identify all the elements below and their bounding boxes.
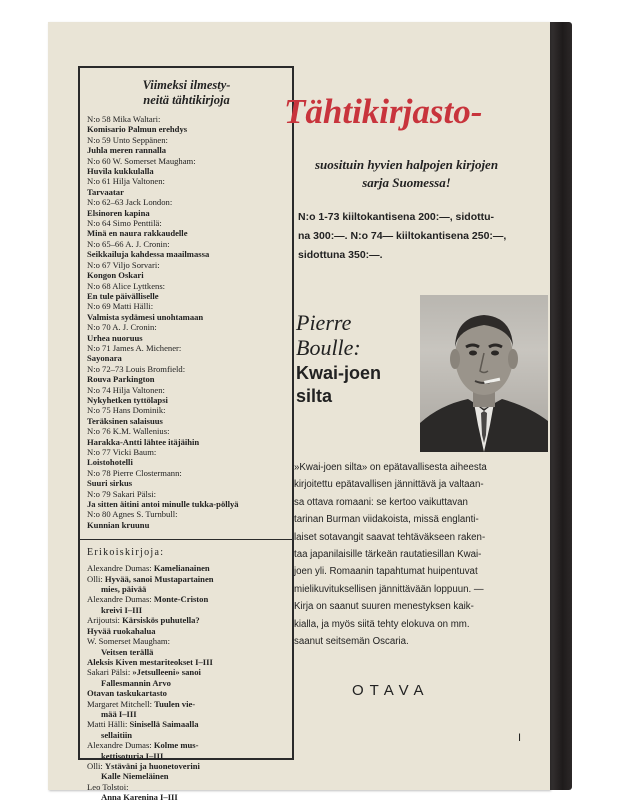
special-book-title: Hyvää ruokahalua bbox=[87, 625, 156, 636]
special-book bbox=[87, 740, 286, 761]
special-books-list bbox=[87, 563, 286, 802]
special-book-author: W. Somerset Maugham: bbox=[87, 636, 170, 647]
book-entry-title: Tarvaatar bbox=[87, 186, 124, 197]
book-entry bbox=[87, 405, 286, 426]
book-author: Pierre Boulle: bbox=[296, 310, 361, 360]
book-entry-title: Rouva Parkington bbox=[87, 374, 155, 385]
special-book-author: Sakari Pälsi: bbox=[87, 667, 131, 678]
book-entry-title: Loistohotelli bbox=[87, 457, 133, 468]
special-book bbox=[87, 782, 286, 803]
book-entry-number: N:o 74 Hilja Valtonen: bbox=[87, 384, 165, 395]
book-entry-title: Valmista sydämesi unohtamaan bbox=[87, 311, 204, 322]
book-entry-number: N:o 61 Hilja Valtonen: bbox=[87, 176, 165, 187]
book-entry bbox=[87, 114, 286, 135]
special-book bbox=[87, 615, 286, 625]
special-book-title-cont: Veitsen terällä bbox=[101, 646, 154, 657]
book-entry-title: Nykyhetken tyttölapsi bbox=[87, 394, 168, 405]
book-entry bbox=[87, 197, 286, 218]
book-entry-number: N:o 60 W. Somerset Maugham: bbox=[87, 155, 196, 166]
book-entry-title: Kongon Oskari bbox=[87, 270, 144, 281]
book-entry-title: Suuri sirkus bbox=[87, 478, 133, 489]
special-book-title: Sinisellä Saimaalla bbox=[129, 719, 199, 730]
special-book-author: Alexandre Dumas: bbox=[87, 740, 152, 751]
special-book bbox=[87, 636, 286, 657]
book-entry-title: Sayonara bbox=[87, 353, 122, 364]
book-entry bbox=[87, 364, 286, 385]
book-entry-number: N:o 68 Alice Lyttkens: bbox=[87, 280, 166, 291]
special-book-author: Alexandre Dumas: bbox=[87, 594, 152, 605]
book-entry-title: Teräksinen salaisuus bbox=[87, 415, 163, 426]
special-book-title: Aleksis Kiven mestariteokset I–III bbox=[87, 656, 213, 667]
book-entry-title: Ja sitten äitini antoi minulle tukka-pöllyä bbox=[87, 499, 239, 510]
special-book-author: Arijoutsi: bbox=[87, 615, 120, 626]
book-entry bbox=[87, 301, 286, 322]
special-book-title: Kärsiskös puhutella? bbox=[122, 615, 200, 626]
price-info: N:o 1-73 kiiltokantisena 200:—, sidottu- na 300:—. N:o 74— kiiltokantisena 250:—, sidottuna 350:—. bbox=[298, 211, 507, 261]
author-portrait bbox=[420, 295, 548, 452]
book-entry-number: N:o 70 A. J. Cronin: bbox=[87, 322, 157, 333]
book-entry-title: Komisario Palmun erehdys bbox=[87, 124, 188, 135]
recent-books-list bbox=[78, 66, 294, 803]
book-entry bbox=[87, 385, 286, 406]
special-book-title: »Jetsulleeni» sanoi bbox=[132, 667, 201, 678]
book-entry-number: N:o 59 Unto Seppänen: bbox=[87, 134, 168, 145]
special-book-title: Otavan taskukartasto bbox=[87, 688, 167, 699]
book-entry-number: N:o 69 Matti Hälli: bbox=[87, 301, 154, 312]
book-entry-number: N:o 62–63 Jack London: bbox=[87, 197, 173, 208]
special-book-title-cont: kettisoturia I–III bbox=[101, 750, 164, 761]
book-entry bbox=[87, 322, 286, 343]
book-entry-number: N:o 80 Agnes S. Turnbull: bbox=[87, 509, 178, 520]
special-book-title-cont: kreivi I–III bbox=[101, 604, 143, 615]
book-entry-title: Juhla meren rannalla bbox=[87, 145, 167, 156]
book-entry-number: N:o 78 Pierre Clostermann: bbox=[87, 467, 182, 478]
special-book-title-cont: mää I–III bbox=[101, 708, 137, 719]
book-entry-number: N:o 76 K.M. Wallenius: bbox=[87, 426, 170, 437]
book-title: Kwai-joen silta bbox=[296, 363, 382, 406]
book-entry-title: Huvila kukkulalla bbox=[87, 166, 154, 177]
special-book-author: Olli: bbox=[87, 760, 103, 771]
special-book bbox=[87, 688, 286, 698]
book-entry bbox=[87, 509, 286, 530]
book-entry-title: Harakka-Antti lähtee itäjäihin bbox=[87, 436, 200, 447]
portrait-illustration bbox=[420, 295, 548, 452]
special-book bbox=[87, 761, 286, 782]
book-entry bbox=[87, 135, 286, 156]
special-book bbox=[87, 563, 286, 573]
book-entry bbox=[87, 176, 286, 197]
special-book-author: Leo Tolstoi: bbox=[87, 781, 129, 792]
special-book-title-cont: Anna Karenina I–III bbox=[101, 792, 178, 803]
special-book-title: Tuulen vie- bbox=[154, 698, 196, 709]
book-entry-title: Urhea nuoruus bbox=[87, 332, 143, 343]
book-spine bbox=[548, 22, 572, 790]
book-entry bbox=[87, 468, 286, 489]
special-book bbox=[87, 719, 286, 740]
special-book-title: Hyvää, sanoi Mustapartainen bbox=[104, 573, 214, 584]
book-entry-title: Minä en naura rakkaudelle bbox=[87, 228, 188, 239]
special-book-title-cont: sellaitiin bbox=[101, 729, 133, 740]
book-entry-number: N:o 72–73 Louis Bromfield: bbox=[87, 363, 186, 374]
book-entry-number: N:o 75 Hans Dominik: bbox=[87, 405, 166, 416]
special-book bbox=[87, 657, 286, 667]
book-description: »Kwai-joen silta» on epätavallisesta aiheesta kirjoitettu epätavallisen jännittävä ja valtaan- sa ottava romaani: se kertoo vaikuttavan tarinan Burman viidakoista, missä englanti- laiset sotavangit saavat tehtäväkseen raken- taa japanilaisille tärkeän rautatiesillan Kwai- joen yli. Romaanin tapahtumat huipentuvat mielikuvituksellisen jännittävään loppuun. — Kirja on saanut suuren menestyksen kaik- kialla, ja myös siitä tehty elokuva on mm. saanut seitsemän Oscaria. bbox=[294, 462, 487, 648]
special-book-author: Olli: bbox=[87, 573, 103, 584]
book-entry-title: Seikkailuja kahdessa maailmassa bbox=[87, 249, 210, 260]
special-book bbox=[87, 699, 286, 720]
book-entry bbox=[87, 218, 286, 239]
special-book-title: Ystäväni ja huonetoverini bbox=[104, 760, 200, 771]
special-book-author: Margaret Mitchell: bbox=[87, 698, 152, 709]
book-entry-number: N:o 77 Vicki Baum: bbox=[87, 447, 157, 457]
book-entry-title: Elsinoren kapina bbox=[87, 207, 150, 218]
book-entry bbox=[87, 239, 286, 260]
special-books-heading: Erikoiskirjoja: bbox=[87, 547, 165, 559]
book-entry-title: En tule päivälliselle bbox=[87, 290, 159, 301]
series-name: Tähtikirjasto- bbox=[284, 92, 483, 131]
book-entry bbox=[87, 447, 286, 468]
book-entry-title: Kunnian kruunu bbox=[87, 519, 150, 530]
book-entry-number: N:o 64 Simo Penttilä: bbox=[87, 218, 162, 229]
book-entry-number: N:o 67 Viljo Sorvari: bbox=[87, 259, 160, 270]
book-entry bbox=[87, 260, 286, 281]
special-book-title-cont: Kalle Niemeläinen bbox=[101, 771, 169, 782]
special-book-title: Kolme mus- bbox=[153, 740, 199, 751]
special-book bbox=[87, 626, 286, 636]
book-entry-number: N:o 65–66 A. J. Cronin: bbox=[87, 238, 170, 249]
book-entry bbox=[87, 343, 286, 364]
special-book bbox=[87, 667, 286, 688]
series-tagline: suosituin hyvien halpojen kirjojen sarja Suomessa! bbox=[314, 157, 499, 190]
book-entry bbox=[87, 156, 286, 177]
book-entry bbox=[87, 426, 286, 447]
special-book-title: Monte-Criston bbox=[153, 594, 209, 605]
publisher-name: OTAVA bbox=[352, 682, 430, 699]
book-entry bbox=[87, 489, 286, 510]
special-book-title-cont: mies, päivää bbox=[101, 584, 147, 595]
list-heading: Viimeksi ilmesty- neitä tähtikirjoja bbox=[142, 78, 231, 107]
special-book-author: Alexandre Dumas: bbox=[87, 563, 152, 574]
special-book bbox=[87, 594, 286, 615]
book-entry-number: N:o 79 Sakari Pälsi: bbox=[87, 488, 156, 499]
back-cover bbox=[48, 22, 550, 803]
book-entry bbox=[87, 281, 286, 302]
special-book-title: Kamelianainen bbox=[153, 563, 210, 574]
page-number: I bbox=[518, 732, 522, 744]
divider bbox=[80, 539, 292, 540]
special-book bbox=[87, 574, 286, 595]
book-entry-number: N:o 58 Mika Waltari: bbox=[87, 114, 161, 124]
special-book-author: Matti Hälli: bbox=[87, 719, 128, 730]
special-book-title-cont: Fallesmannin Arvo bbox=[101, 677, 171, 688]
book-entry-number: N:o 71 James A. Michener: bbox=[87, 342, 182, 353]
book-entries bbox=[87, 114, 286, 530]
